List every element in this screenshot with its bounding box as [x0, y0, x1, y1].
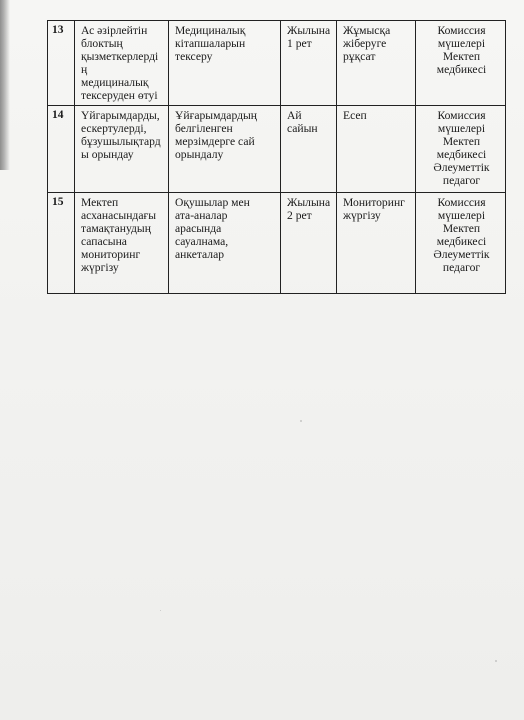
cell-text-line: ата-аналар	[175, 209, 228, 222]
cell-text-line: жіберуге	[343, 37, 387, 50]
cell-text-line: анкеталар	[175, 248, 225, 261]
cell-text-line: кітапшаларын	[175, 37, 246, 50]
responsible-cell	[416, 21, 506, 106]
cell-text-line: белгіленген	[175, 122, 233, 135]
responsible-cell	[416, 106, 506, 193]
cell-text-line: медициналық	[81, 76, 149, 89]
cell-text-line: Комиссия	[437, 109, 486, 122]
cell-text-line: 1 рет	[287, 37, 312, 50]
plan-table-wrapper	[47, 20, 505, 294]
cell-text-line: Мониторинг	[343, 196, 405, 209]
frequency-cell	[281, 106, 337, 193]
cell-text-line: рұқсат	[343, 50, 376, 63]
cell-text-line: мүшелері	[437, 209, 486, 222]
cell-text-line: педагог	[442, 174, 481, 187]
activity-cell	[75, 106, 169, 193]
scan-speck	[160, 610, 161, 611]
row-number: 15	[48, 193, 75, 294]
scan-speck	[300, 420, 302, 422]
cell-text-line: сапасына	[81, 235, 127, 248]
cell-text-line: медбикесі	[436, 148, 487, 161]
cell-text-line: Жылына	[287, 24, 331, 37]
responsible-cell	[416, 193, 506, 294]
cell-text-line: Жылына	[287, 196, 331, 209]
scan-edge-shadow	[0, 0, 10, 170]
cell-text-line: Ай сайын	[287, 109, 318, 135]
cell-text-line: Оқушылар мен	[175, 196, 250, 209]
method-cell	[169, 21, 281, 106]
cell-text-line: жүргізу	[343, 209, 381, 222]
cell-text-line: тексеруден өтуі	[81, 89, 158, 102]
cell-text-line: Комиссия	[437, 196, 486, 209]
cell-text-line: ескертулерді,	[81, 122, 147, 135]
cell-text-line: сауалнама,	[175, 235, 229, 248]
outcome-cell	[337, 21, 416, 106]
cell-text-line: ы орындау	[81, 148, 134, 161]
frequency-cell	[281, 21, 337, 106]
frequency-cell	[281, 193, 337, 294]
table-row	[48, 21, 506, 106]
cell-text-line: Жұмысқа	[343, 24, 391, 37]
activity-cell	[75, 21, 169, 106]
cell-text-line: Әлеуметтік	[433, 161, 490, 174]
cell-text-line: Әлеуметтік	[433, 248, 490, 261]
outcome-cell	[337, 106, 416, 193]
cell-text-line: Мектеп	[442, 135, 481, 148]
cell-text-line: Ас әзірлейтін	[81, 24, 148, 37]
cell-text-line: жүргізу	[81, 261, 119, 274]
cell-text-line: қызметкерлердің	[81, 50, 159, 76]
method-cell	[169, 106, 281, 193]
cell-text-line: Есеп	[343, 109, 367, 122]
cell-text-line: мерзімдерге сай	[175, 135, 255, 148]
method-cell	[169, 193, 281, 294]
cell-text-line: тексеру	[175, 50, 213, 63]
row-number: 13	[48, 21, 75, 106]
cell-text-line: бұзушылықтард	[81, 135, 161, 148]
cell-text-line: Мектеп	[442, 50, 481, 63]
cell-text-line: Комиссия	[437, 24, 486, 37]
cell-text-line: 2 рет	[287, 209, 312, 222]
cell-text-line: Медициналық	[175, 24, 246, 37]
cell-text-line: Үйгарымдарды,	[81, 109, 160, 122]
scan-speck	[495, 660, 497, 662]
table-row	[48, 106, 506, 193]
cell-text-line: педагог	[442, 261, 481, 274]
cell-text-line: Мектеп	[81, 196, 119, 209]
cell-text-line: мүшелері	[437, 122, 486, 135]
cell-text-line: медбикесі	[436, 63, 487, 76]
cell-text-line: Ұйғарымдардың	[175, 109, 257, 122]
plan-table	[47, 20, 506, 294]
table-row	[48, 193, 506, 294]
outcome-cell	[337, 193, 416, 294]
cell-text-line: асханасындағы	[81, 209, 157, 222]
cell-text-line: тамақтанудың	[81, 222, 151, 235]
activity-cell	[75, 193, 169, 294]
cell-text-line: арасында	[175, 222, 222, 235]
cell-text-line: Мектеп	[442, 222, 481, 235]
cell-text-line: блоктың	[81, 37, 123, 50]
cell-text-line: мониторинг	[81, 248, 141, 261]
cell-text-line: орындалу	[175, 148, 224, 161]
cell-text-line: мүшелері	[437, 37, 486, 50]
row-number: 14	[48, 106, 75, 193]
cell-text-line: медбикесі	[436, 235, 487, 248]
